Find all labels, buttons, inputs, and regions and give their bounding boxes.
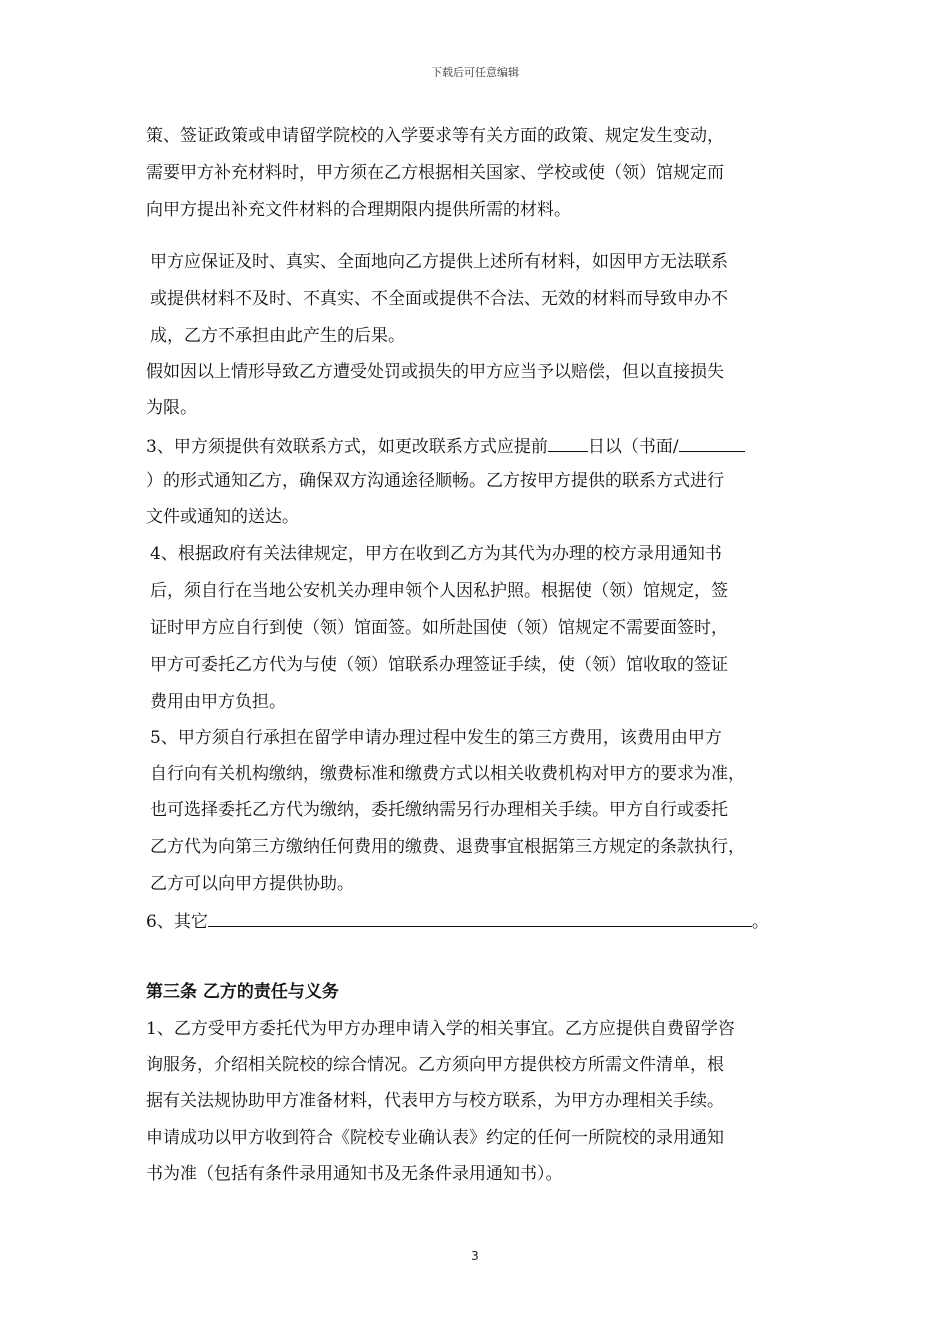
- item-3-text-a: 3、甲方须提供有效联系方式，如更改联系方式应提前: [146, 437, 548, 457]
- paragraph-line: 据有关法规协助甲方准备材料，代表甲方与校方联系，为甲方办理相关手续。: [146, 1091, 724, 1111]
- paragraph-line: 后，须自行在当地公安机关办理申领个人因私护照。根据使（领）馆规定，签: [150, 581, 728, 601]
- paragraph-line: 乙方可以向甲方提供协助。: [150, 874, 354, 894]
- paragraph-line: 甲方可委托乙方代为与使（领）馆联系办理签证手续，使（领）馆收取的签证: [150, 655, 728, 675]
- paragraph-line: 5、甲方须自行承担在留学申请办理过程中发生的第三方费用，该费用由甲方: [150, 728, 722, 748]
- notice-method-blank[interactable]: [679, 433, 745, 452]
- paragraph-line: 假如因以上情形导致乙方遭受处罚或损失的甲方应当予以赔偿，但以直接损失: [146, 362, 724, 382]
- section-heading: 第三条 乙方的责任与义务: [146, 982, 339, 1002]
- paragraph-line: 策、签证政策或申请留学院校的入学要求等有关方面的政策、规定发生变动，: [146, 126, 724, 146]
- paragraph-line: 文件或通知的送达。: [146, 507, 299, 527]
- paragraph-line: 成，乙方不承担由此产生的后果。: [150, 326, 405, 346]
- other-terms-blank[interactable]: [208, 908, 752, 927]
- paragraph-line: 1、乙方受甲方委托代为甲方办理申请入学的相关事宜。乙方应提供自费留学咨: [146, 1019, 735, 1039]
- paragraph-line: 证时甲方应自行到使（领）馆面签。如所赴国使（领）馆规定不需要面签时，: [150, 618, 728, 638]
- item-6-label: 6、其它: [146, 912, 208, 932]
- paragraph-line: 甲方应保证及时、真实、全面地向乙方提供上述所有材料，如因甲方无法联系: [150, 252, 728, 272]
- paragraph-line: 向甲方提出补充文件材料的合理期限内提供所需的材料。: [146, 200, 571, 220]
- paragraph-line: 申请成功以甲方收到符合《院校专业确认表》约定的任何一所院校的录用通知: [146, 1128, 724, 1148]
- paragraph-line: 自行向有关机构缴纳，缴费标准和缴费方式以相关收费机构对甲方的要求为准，: [150, 764, 745, 784]
- header-note: 下载后可任意编辑: [431, 66, 519, 79]
- paragraph-line: 或提供材料不及时、不真实、不全面或提供不合法、无效的材料而导致申办不: [150, 289, 728, 309]
- paragraph-line: 需要甲方补充材料时，甲方须在乙方根据相关国家、学校或使（领）馆规定而: [146, 163, 724, 183]
- item-6-end: 。: [751, 912, 769, 932]
- item-3-line-1: [146, 433, 745, 459]
- paragraph-line: 费用由甲方负担。: [150, 692, 286, 712]
- item-3-text-b: 日以（书面/: [587, 437, 679, 457]
- paragraph-line: 4、根据政府有关法律规定，甲方在收到乙方为其代为办理的校方录用通知书: [150, 544, 722, 564]
- paragraph-line: ）的形式通知乙方，确保双方沟通途径顺畅。乙方按甲方提供的联系方式进行: [146, 471, 724, 491]
- page-number: 3: [471, 1249, 479, 1263]
- notice-days-blank[interactable]: [548, 433, 588, 452]
- item-6-line: [146, 908, 769, 934]
- paragraph-line: 也可选择委托乙方代为缴纳，委托缴纳需另行办理相关手续。甲方自行或委托: [150, 800, 728, 820]
- paragraph-line: 为限。: [146, 398, 197, 418]
- paragraph-line: 书为准（包括有条件录用通知书及无条件录用通知书）。: [146, 1164, 563, 1184]
- paragraph-line: 询服务，介绍相关院校的综合情况。乙方须向甲方提供校方所需文件清单，根: [146, 1055, 724, 1075]
- paragraph-line: 乙方代为向第三方缴纳任何费用的缴费、退费事宜根据第三方规定的条款执行，: [150, 837, 745, 857]
